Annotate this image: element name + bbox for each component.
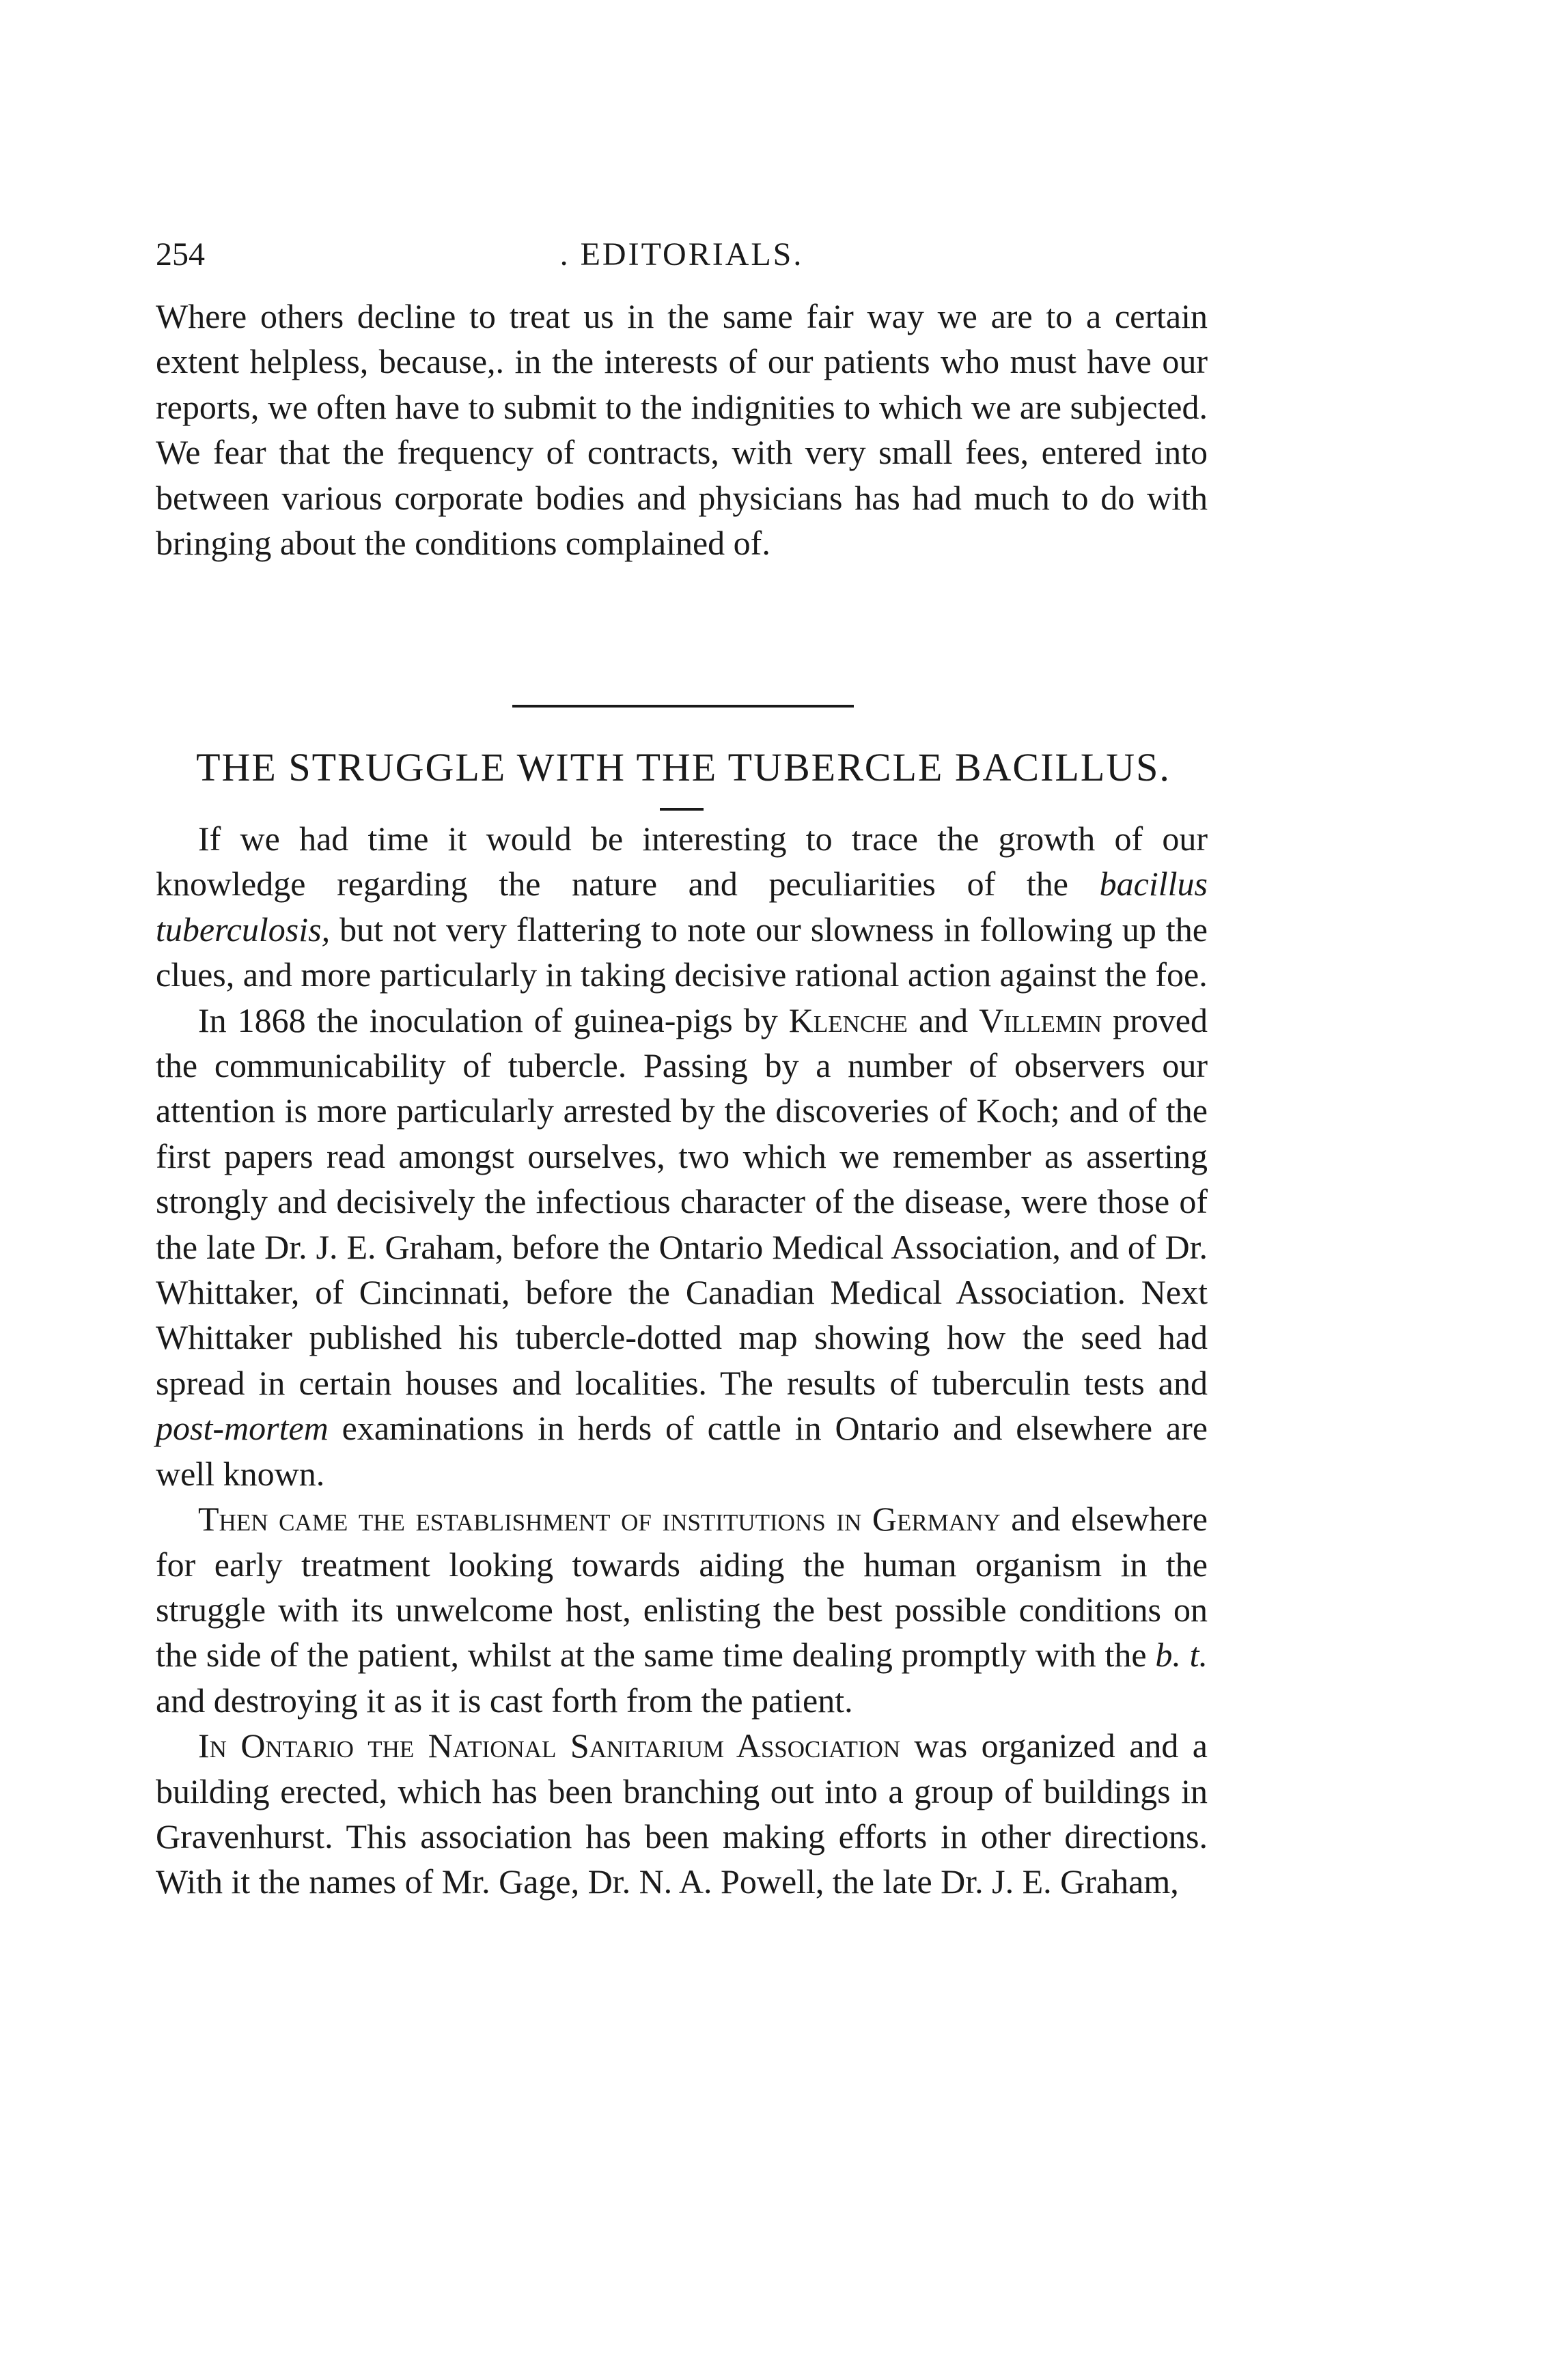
paragraph-3-text-end: and destroying it as it is cast forth from the patient. — [156, 1681, 853, 1720]
intro-section — [156, 294, 1208, 565]
article-body — [156, 816, 1208, 1905]
paragraph-1-text: If we had time it would be interesting to trace the growth of our knowledge regarding the nature and peculiarities of the — [156, 820, 1208, 904]
paragraph-2-conjunction: and — [907, 1000, 980, 1039]
running-head: . EDITORIALS. — [559, 236, 804, 272]
title-underline — [660, 808, 704, 811]
paragraph-3 — [156, 1496, 1208, 1723]
paragraph-3-italic: b. t. — [1155, 1636, 1208, 1675]
paragraph-3-text: and elsewhere for early treatment looking towards aiding the human organism in the struggle with its unwelcome host, enlisting the best possible conditions on the side of the patient, whilst at the same time dealing promptly with the — [156, 1500, 1208, 1675]
paragraph-2-italic: post-mortem — [156, 1409, 329, 1448]
paragraph-2-text-middle: proved the communicability of tubercle. Passing by a number of observers our attention is more particularly arrested by the discoveries of Koch; and of the first papers read amongst ourselves, two which we remember as asserting strongly and decisively the infectious character of the disease, were those of the late Dr. J. E. Graham, before the Ontario Medical Association, and of Dr. Whittaker, of Cincinnati, before the Canadian Medical Association. Next Whittaker published his tubercle-dotted map showing how the seed had spread in certain houses and localities. The results of tuberculin tests and — [156, 1000, 1208, 1402]
section-divider — [512, 705, 854, 708]
page-header — [156, 236, 1208, 283]
paragraph-4-lead: In Ontario the National Sanitarium Association — [198, 1726, 901, 1765]
paragraph-1 — [156, 816, 1208, 998]
paragraph-2-text: In 1868 the inoculation of guinea-pigs by — [198, 1000, 789, 1039]
intro-paragraph: Where others decline to treat us in the same fair way we are to a certain extent helpless, because,. in the interests of our patients who must have our reports, we often have to submit to the indignities to which we are subjected. We fear that the frequency of contracts, with very small fees, entered into between various corporate bodies and physicians has had much to do with bringing about the conditions complained of. — [156, 297, 1208, 563]
name-klenche: Klenche — [788, 1000, 908, 1039]
paragraph-1-text-end: but not very flattering to note our slowness in following up the clues, and more particularly in taking decisive rational action against the foe. — [156, 910, 1208, 994]
paragraph-2 — [156, 998, 1208, 1496]
paragraph-2-text-end: examinations in herds of cattle in Ontario and elsewhere are well known. — [156, 1409, 1208, 1493]
paragraph-4 — [156, 1723, 1208, 1905]
article-title: THE STRUGGLE WITH THE TUBERCLE BACILLUS. — [196, 745, 1171, 789]
name-villemin: Villemin — [979, 1000, 1102, 1039]
paragraph-4-text: was organized and a building erected, which has been branching out into a group of buildings in Gravenhurst. This association has been making efforts in other directions. With it the names of Mr. Gage, Dr. N. A. Powell, the late Dr. J. E. Graham, — [156, 1726, 1208, 1901]
paragraph-1-italic: bacillus tuberculosis, — [156, 865, 1208, 949]
page-number: 254 — [156, 236, 205, 272]
paragraph-3-lead: Then came the establishment of institutions in Germany — [198, 1500, 1001, 1539]
